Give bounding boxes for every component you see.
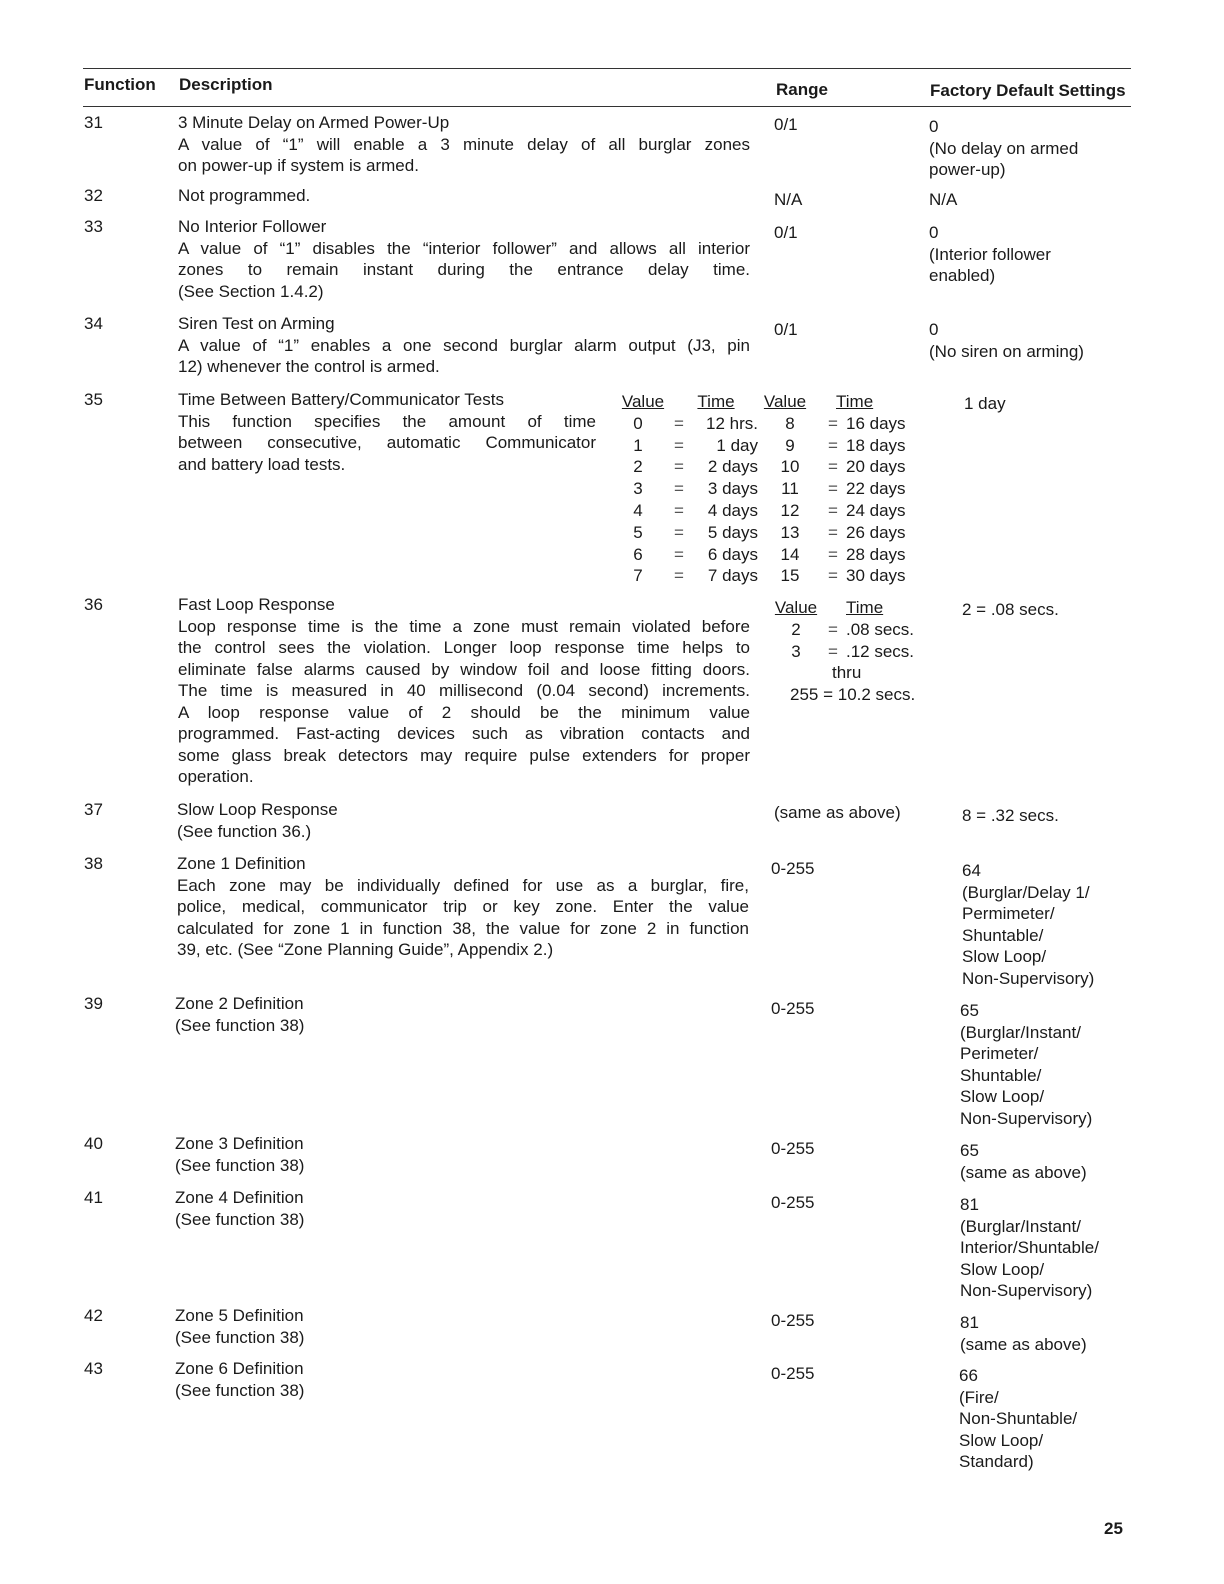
default-line: enabled) [929,266,996,285]
time-cell: 2 days [707,457,758,477]
function-number: 40 [84,1134,103,1153]
default-line: Non-Supervisory) [962,968,1095,988]
default-line: 0 [929,320,939,339]
value-cell: 11 [781,479,799,499]
factory-default [929,189,957,211]
header-description: Description [179,75,273,94]
default-line: 1 day [964,394,1006,413]
equals-sign: = [828,479,838,499]
function-number: 31 [84,113,103,132]
default-line: Non-Shuntable/ [959,1409,1078,1428]
default-line: 66 [959,1366,978,1385]
time-cell: .12 secs. [846,641,915,661]
description-line: eliminate false alarms caused by window foil and loose fitting doors. [178,659,750,679]
function-title: Zone 4 Definition [175,1188,304,1207]
default-line: 8 = .32 secs. [962,806,1059,825]
equals-sign: = [674,522,684,542]
function-description [175,1305,747,1348]
value-time-row [760,522,912,544]
description-line: A loop response value of 2 should be the minimum value [178,702,750,722]
function-number: 43 [84,1359,103,1378]
function-title: Time Between Battery/Communicator Tests [178,390,504,409]
value-time-row [610,435,758,457]
factory-default [959,1365,1077,1473]
equals-sign: = [828,457,838,477]
time-cell: 26 days [846,522,906,542]
default-line: 2 = .08 secs. [962,600,1059,619]
time-cell: .08 secs. [846,619,915,639]
function-description [178,112,750,177]
equals-sign: = [674,413,684,433]
default-line: N/A [929,190,958,209]
page-number: 25 [1104,1519,1123,1538]
equals-sign: = [828,413,838,433]
default-line: Permimeter/ [962,904,1055,923]
description-line: The time is measured in 40 millisecond (0.04 second) increments. [178,681,750,700]
f35-right-rows [760,413,912,587]
f35-col-time-2: Time [836,392,874,411]
factory-default [929,116,1078,181]
factory-default [960,1000,1092,1129]
top-rule [83,68,1131,69]
value-time-row [772,619,926,641]
value-time-row [760,544,912,566]
default-line: 0 [929,117,939,136]
factory-default [962,860,1094,989]
factory-default [929,319,1084,362]
default-line: Shuntable/ [962,925,1044,945]
description-line: 12) whenever the control is armed. [178,357,440,376]
description-line: the control sees the violation. Longer loop response time helps to [178,638,750,657]
factory-default [929,222,1051,287]
function-title: No Interior Follower [178,217,327,236]
function-number: 35 [84,390,103,409]
default-line: (same as above) [960,1162,1087,1182]
function-description [177,853,749,961]
function-title: Zone 5 Definition [175,1306,304,1325]
value-cell: 12 [780,500,800,520]
default-line: (Burglar/Instant/ [960,1216,1081,1236]
default-line: Shuntable/ [960,1065,1042,1085]
f35-value-table-left [610,391,758,587]
equals-sign: = [828,619,838,639]
default-line: (Burglar/Instant/ [960,1022,1081,1042]
function-description [177,799,749,842]
default-line: (No siren on arming) [929,341,1084,361]
value-time-row [760,478,912,500]
value-cell: 3 [791,641,801,661]
default-line: 81 [960,1195,979,1214]
description-line: (See function 36.) [177,821,312,841]
value-time-row [760,500,912,522]
description-line: This function specifies the amount of time [178,411,596,431]
equals-sign: = [674,544,684,564]
header-range: Range [776,80,828,99]
function-description [178,389,596,475]
equals-sign: = [674,479,684,499]
function-range: N/A [774,190,803,209]
description-line: A value of “1” enables a one second burglar alarm output (J3, pin [178,335,750,355]
f35-left-rows [610,413,758,587]
value-cell: 1 [633,435,643,455]
function-title: Zone 3 Definition [175,1134,304,1153]
time-cell: 22 days [846,479,906,499]
function-number: 39 [84,994,103,1013]
value-time-row [760,435,912,457]
description-line: police, medical, communicator trip or key zone. Enter the value [177,897,749,916]
description-line: between consecutive, automatic Communicator [178,433,596,452]
value-cell: 13 [780,522,800,542]
description-line: A value of “1” disables the “interior follower” and allows all interior [178,238,750,258]
f35-col-value-2: Value [763,392,807,411]
time-cell: 6 days [707,544,758,564]
f36-rows [772,619,926,663]
description-line: calculated for zone 1 in function 38, the value for zone 2 in function [177,918,749,938]
equals-sign: = [828,544,838,564]
time-cell: 3 days [707,479,758,499]
value-time-row [760,456,912,478]
function-title: Not programmed. [178,186,311,205]
default-line: Slow Loop/ [960,1087,1045,1106]
equals-sign: = [828,641,838,661]
equals-sign: = [674,566,684,586]
value-time-row [610,478,758,500]
default-line: Standard) [959,1452,1034,1471]
f36-value-table [772,597,926,706]
value-time-row [610,456,758,478]
default-line: (Fire/ [959,1387,999,1407]
value-cell: 8 [785,413,795,433]
function-range: 0-255 [771,1311,815,1330]
function-title: Zone 6 Definition [175,1359,304,1378]
value-time-row [772,641,926,663]
default-line: 81 [960,1313,979,1332]
f35-col-value: Value [621,392,665,411]
default-line: (Interior follower [929,244,1051,264]
equals-sign: = [674,435,684,455]
function-range: 0-255 [771,1139,815,1158]
function-number: 42 [84,1306,103,1325]
time-cell: 1 day [716,435,758,455]
value-cell: 10 [780,457,800,477]
description-line: (See function 38) [175,1015,305,1035]
header-function: Function [84,75,156,94]
function-description [175,1358,747,1401]
description-line: some glass break detectors may require pulse extenders for proper [178,745,750,765]
default-line: Non-Supervisory) [960,1281,1093,1300]
function-title: Fast Loop Response [178,595,335,614]
function-range: 0-255 [771,999,815,1018]
default-line: (No delay on armed [929,138,1079,158]
f36-last: 255 = 10.2 secs. [790,685,916,705]
equals-sign: = [828,522,838,542]
function-range: 0/1 [774,115,798,134]
factory-default [962,599,1059,621]
description-line: (See Section 1.4.2) [178,281,324,301]
time-cell: 20 days [846,457,906,477]
value-cell: 9 [785,435,795,455]
value-cell: 2 [791,619,801,639]
value-time-row [610,565,758,587]
description-line: (See function 38) [175,1327,305,1347]
function-description [178,313,750,378]
function-title: Siren Test on Arming [178,314,335,333]
default-line: Slow Loop/ [959,1430,1044,1450]
description-line: operation. [178,767,254,786]
header-default-settings: Factory Default Settings [930,81,1126,100]
description-line: Each zone may be individually defined for use as a burglar, fire, [177,875,749,895]
function-range: 0/1 [774,320,798,339]
factory-default [964,393,1006,415]
equals-sign: = [674,457,684,477]
f35-col-time: Time [697,392,735,411]
description-line: programmed. Fast-acting devices such as vibration contacts and [178,724,750,743]
function-title: Zone 1 Definition [177,854,306,873]
factory-default [962,805,1059,827]
value-cell: 2 [633,457,643,477]
header-rule [83,106,1131,107]
f36-thru: thru [832,663,862,683]
description-line: (See function 38) [175,1380,305,1400]
f36-col-time: Time [846,598,884,617]
f36-col-value: Value [774,598,818,617]
function-description [175,1187,747,1230]
value-time-row [610,522,758,544]
function-number: 41 [84,1188,103,1207]
function-number: 37 [84,800,103,819]
equals-sign: = [828,500,838,520]
function-number: 36 [84,595,103,614]
value-cell: 6 [633,544,643,564]
time-cell: 28 days [846,544,906,564]
value-cell: 0 [633,413,643,433]
default-line: Slow Loop/ [962,947,1047,966]
function-range: (same as above) [774,803,901,822]
time-cell: 4 days [707,500,758,520]
function-description [178,594,750,788]
default-line: 64 [962,861,981,880]
function-description [175,1133,747,1176]
time-cell: 5 days [707,522,758,542]
function-description [175,993,747,1036]
function-description [178,216,750,302]
description-line: (See function 38) [175,1155,305,1175]
value-time-row [760,413,912,435]
default-line: 65 [960,1141,979,1160]
default-line: 0 [929,223,939,242]
description-line: (See function 38) [175,1209,305,1229]
factory-default [960,1312,1087,1355]
function-number: 34 [84,314,103,333]
value-cell: 4 [633,500,643,520]
factory-default [960,1140,1087,1183]
function-number: 33 [84,217,103,236]
function-range: 0-255 [771,1193,815,1212]
value-cell: 7 [633,566,643,586]
function-title: Slow Loop Response [177,800,338,819]
value-time-row [610,544,758,566]
function-range: 0-255 [771,1364,815,1383]
value-cell: 15 [780,566,800,586]
value-time-row [610,500,758,522]
equals-sign: = [828,566,838,586]
time-cell: 7 days [707,566,758,586]
default-line: Slow Loop/ [960,1259,1045,1279]
time-cell: 24 days [846,500,906,520]
function-title: Zone 2 Definition [175,994,304,1013]
function-title: 3 Minute Delay on Armed Power-Up [178,113,450,132]
time-cell: 16 days [846,413,906,433]
description-line: Loop response time is the time a zone must remain violated before [178,616,750,636]
time-cell: 12 hrs. [706,413,758,433]
value-time-row [760,565,912,587]
default-line: (Burglar/Delay 1/ [962,882,1090,902]
default-line: (same as above) [960,1334,1087,1354]
default-line: Interior/Shuntable/ [960,1238,1099,1257]
description-line: on power-up if system is armed. [178,156,419,175]
value-cell: 14 [780,544,800,564]
equals-sign: = [828,435,838,455]
equals-sign: = [674,500,684,520]
function-number: 38 [84,854,103,873]
function-range: 0-255 [771,859,815,878]
function-description [178,185,750,207]
default-line: 65 [960,1001,979,1020]
default-line: power-up) [929,160,1006,179]
factory-default [960,1194,1099,1302]
value-time-row [610,413,758,435]
default-line: Non-Supervisory) [960,1108,1093,1128]
time-cell: 18 days [846,435,906,455]
function-range: 0/1 [774,223,798,242]
value-cell: 3 [633,479,643,499]
function-number: 32 [84,186,103,205]
time-cell: 30 days [846,566,906,586]
default-line: Perimeter/ [960,1044,1039,1063]
description-line: and battery load tests. [178,454,346,474]
description-line: zones to remain instant during the entrance delay time. [178,260,750,279]
value-cell: 5 [633,522,643,542]
f35-value-table-right [760,391,912,587]
description-line: 39, etc. (See “Zone Planning Guide”, Appendix 2.) [177,940,554,959]
description-line: A value of “1” will enable a 3 minute delay of all burglar zones [178,134,750,154]
